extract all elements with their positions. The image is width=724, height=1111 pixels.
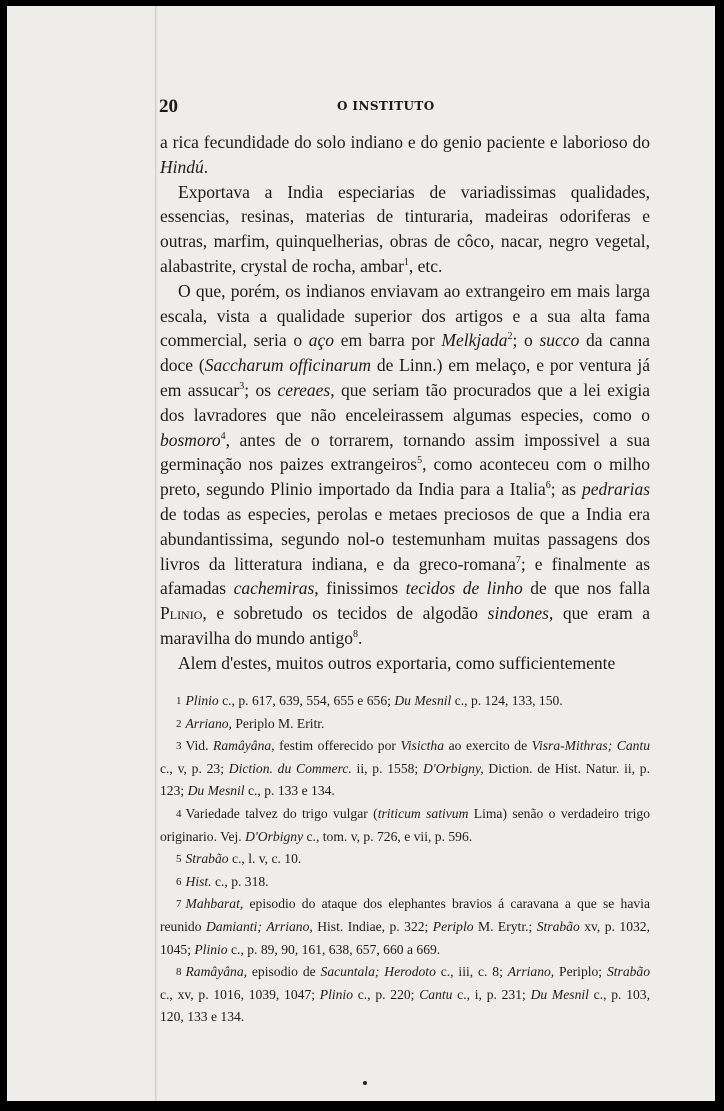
paragraph-4: Alem d'estes, muitos outros exportaria, como sufficientemente: [178, 652, 616, 673]
body-text: [160, 130, 650, 676]
footnote-8: 8 Ramâyâna, episodio de Sacuntala; Herodoto c., iii, c. 8; Arriano, Periplo; Strabão c., xv, p. 1016, 1039, 1047; Plinio c., p. 220; Cantu c., i, p. 231; Du Mesnil c., p. 103, 120, 133 e 134.: [160, 964, 651, 1025]
page-number: 20: [159, 96, 178, 117]
book-page: [7, 6, 715, 1101]
footnote-5: 5 Strabão c., l. v, c. 10.: [176, 851, 302, 867]
footnote-ref: 2: [507, 331, 513, 343]
footnote-ref: 4: [220, 430, 226, 442]
printer-dot: [363, 1081, 367, 1085]
footnote-2: 2 Arriano, Periplo M. Eritr.: [176, 715, 325, 731]
footnote-4: 4 Variedade talvez do trigo vulgar (triticum sativum Lima) senão o verdadeiro trigo originario. Vej. D'Orbigny c., tom. v, p. 726, e vii, p. 596.: [160, 805, 651, 844]
footnote-ref: 7: [515, 554, 521, 566]
paragraph-2: Exportava a India especiarias de variadissimas qualidades, essencias, resinas, materias de tinturaria, madeiras odoriferas e outras, marfim, quinquelherias, obras de côco, nacar, negro vegetal, alabastrite, crystal de rocha, ambar$^1$, etc.: [160, 181, 650, 276]
footnote-7: 7 Mahbarat, episodio do ataque dos elephantes bravios á caravana a que se havia reunido Damianti; Arriano, Hist. Indiae, p. 322; Periplo M. Erytr.; Strabão xv, p. 1032, 1045; Plinio c., p. 89, 90, 161, 638, 657, 660 a 669.: [160, 896, 650, 957]
footnote-ref: 3: [239, 381, 245, 393]
paragraph-3: O que, porém, os indianos enviavam ao extrangeiro em mais larga escala, vista a qualidade superior dos artigos e a sua alta fama commercial, seria o aço em barra por Melkjada$^2$; o succo da canna doce (Saccharum officinarum de Linn.) em melaço, e por ventura já em assucar$^3$; os cereaes, que seriam tão procurados que a lei exigia dos lavradores que não enceleirassem algumas especies, como o bosmoro$^4$, antes de o torrarem, tornando assim impossivel a sua germinação nos paizes extrangeiros$^5$, como aconteceu com o milho preto, segundo Plinio importado da India para a Italia$^6$; as pedrarias de todas as especies, perolas e metaes preciosos de que a India era abundantissima, segundo nol-o testemunham muitas passagens dos livros da litteratura indiana, e da greco-romana$^7$; e finalmente as afamadas cachemiras, finissimos tecidos de linho de que nos falla Plinio, e sobretudo os tecidos de algodão sindones, que eram a maravilha do mundo antigo$^8$.: [160, 280, 651, 648]
page-fold-shadow: [155, 6, 157, 1101]
footnote-ref: 6: [545, 480, 551, 492]
paragraph-1: a rica fecundidade do solo indiano e do genio paciente e laborioso do Hindú.: [160, 132, 650, 177]
footnote-1: 1 Plinio c., p. 617, 639, 554, 655 e 656; Du Mesnil c., p. 124, 133, 150.: [176, 693, 563, 708]
footnote-ref: 8: [352, 629, 358, 641]
running-head: O INSTITUTO: [337, 99, 435, 113]
footnotes: [160, 690, 650, 1029]
footnote-ref: 1: [403, 257, 409, 269]
footnote-ref: 5: [417, 455, 423, 467]
footnote-3: 3 Vid. Ramâyâna, festim offerecido por Visictha ao exercito de Visra-Mithras; Cantu c., v, p. 23; Diction. du Commerc. ii, p. 1558; D'Orbigny, Diction. de Hist. Natur. ii, p. 123; Du Mesnil c., p. 133 e 134.: [160, 738, 651, 799]
footnote-6: 6 Hist. c., p. 318.: [176, 873, 269, 889]
